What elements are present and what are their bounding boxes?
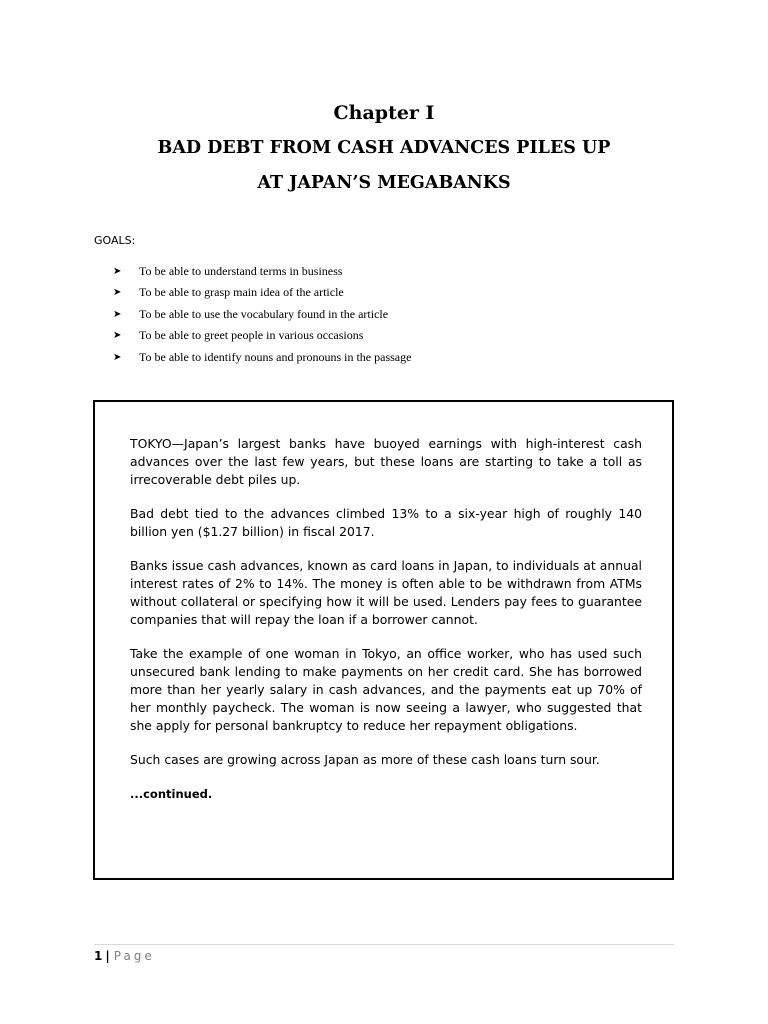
arrow-bullet-icon: ➤ <box>113 308 122 320</box>
article-paragraph: Bad debt tied to the advances climbed 13% to a six-year high of roughly 140 billion yen ($1.27 billion) in fiscal 2017. <box>130 506 642 539</box>
arrow-bullet-icon: ➤ <box>113 351 122 363</box>
arrow-bullet-icon: ➤ <box>113 266 122 277</box>
page-number: 1 <box>94 949 103 963</box>
headline-line-2: AT JAPAN’S MEGABANKS <box>257 173 511 193</box>
article-paragraph: Such cases are growing across Japan as more of these cash loans turn sour. <box>130 752 600 767</box>
goal-item <box>113 282 411 303</box>
article-body <box>130 435 642 803</box>
article-paragraph: Take the example of one woman in Tokyo, an office worker, who has used such unsecured bank lending to make payments on her credit card. She has borrowed more than her yearly salary in cash advances, and the payments eat up 70% of her monthly paycheck. The woman is now seeing a lawyer, who suggested that she apply for personal bankruptcy to reduce her repayment obligations. <box>130 646 642 733</box>
arrow-bullet-icon: ➤ <box>113 287 122 299</box>
goal-item <box>113 304 411 325</box>
article-box <box>93 400 674 880</box>
goal-text: To be able to grasp main idea of the article <box>139 285 344 300</box>
goals-label: GOALS: <box>94 234 136 247</box>
goal-item <box>113 325 411 346</box>
goal-text: To be able to greet people in various occasions <box>139 328 364 343</box>
arrow-bullet-icon: ➤ <box>113 330 122 342</box>
article-paragraph: Banks issue cash advances, known as card loans in Japan, to individuals at annual interest rates of 2% to 14%. The money is often able to be withdrawn from ATMs without collateral or specifying how it will be used. Lenders pay fees to guarantee companies that will repay the loan if a borrower cannot. <box>130 558 642 627</box>
goal-item <box>113 261 411 282</box>
chapter-title: Chapter I <box>333 102 435 124</box>
goal-text: To be able to identify nouns and pronouns in the passage <box>139 349 412 364</box>
page-footer <box>94 948 155 964</box>
continued-note: ...continued. <box>130 787 213 801</box>
article-paragraph: TOKYO—Japan’s largest banks have buoyed earnings with high-interest cash advances over the last few years, but these loans are starting to take a toll as irrecoverable debt piles up. <box>130 436 642 487</box>
footer-separator: | <box>105 949 110 963</box>
page-label: Page <box>113 949 155 963</box>
goal-item <box>113 347 411 368</box>
goal-text: To be able to use the vocabulary found in the article <box>139 306 389 321</box>
headline-line-1: BAD DEBT FROM CASH ADVANCES PILES UP <box>157 138 611 158</box>
goals-list <box>113 261 411 368</box>
footer-divider <box>94 944 674 945</box>
goal-text: To be able to understand terms in business <box>139 264 343 278</box>
